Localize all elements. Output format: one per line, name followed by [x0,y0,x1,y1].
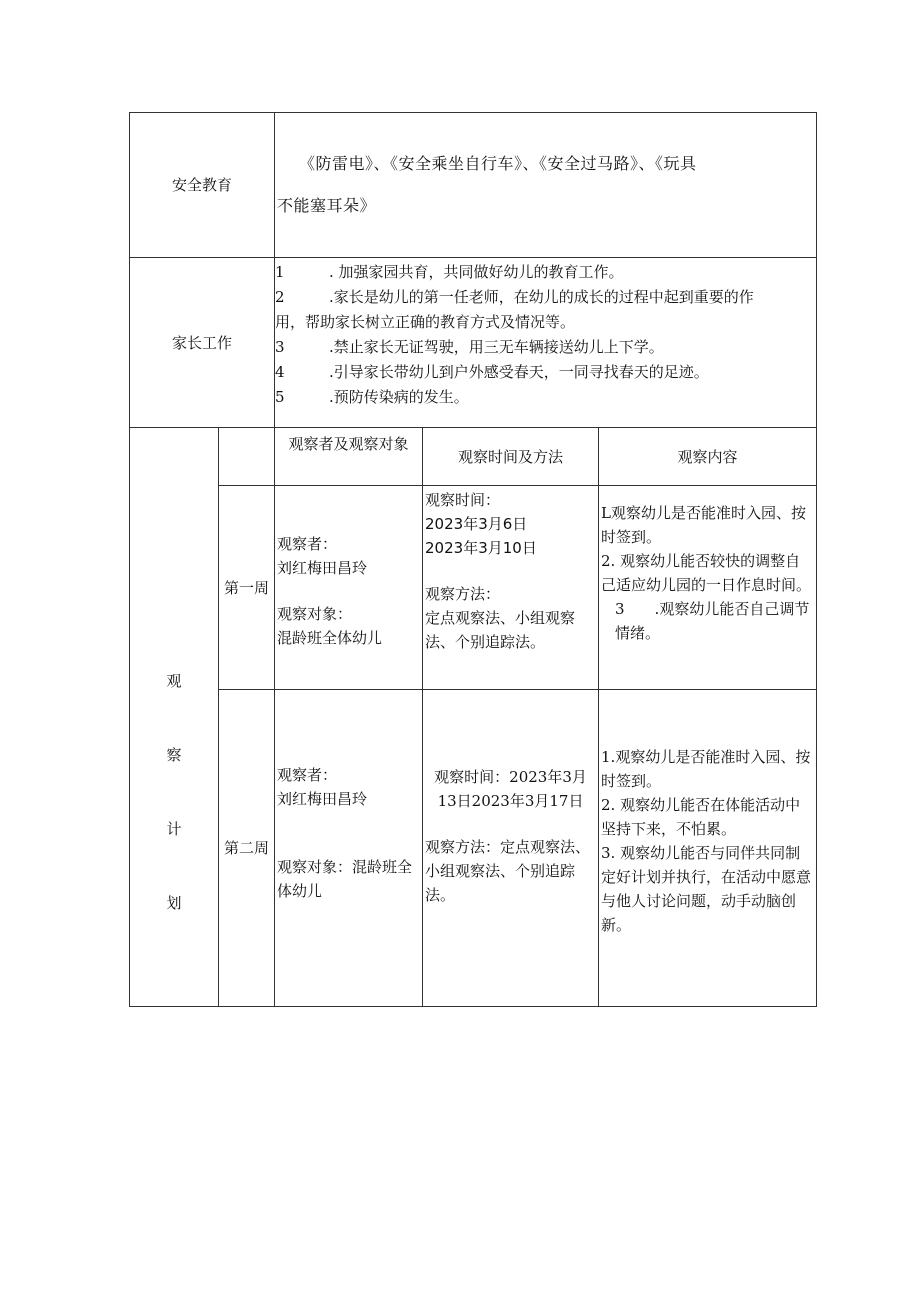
parents-row [130,258,817,428]
content-item: 2. 观察幼儿能否较快的调整自己适应幼儿园的一日作息时间。 [601,552,812,594]
observer-names: 刘红梅田昌玲 [277,790,368,808]
parents-label: 家长工作 [130,258,275,428]
observation-header-row [130,428,817,486]
safety-content [275,113,817,258]
method-value: 定点观察法、小组观察法、个别追踪法。 [425,609,576,651]
safety-label: 安全教育 [130,113,275,258]
time-method-cell [423,486,599,690]
list-item [275,335,816,360]
item-number: 5 [275,388,285,406]
vertical-char: 观 [166,672,182,690]
target-title: 观察对象： [277,604,353,623]
item-text: . 加强家园共育，共同做好幼儿的教育工作。 [329,263,624,281]
item-number: 2 [275,288,285,306]
content-item: 3 .观察幼儿能否自己调节情绪。 [615,600,810,642]
item-number: 4 [275,363,285,381]
content-item: L观察幼儿是否能准时入园、按时签到。 [601,504,806,546]
time-method-cell [423,690,599,1007]
vertical-char: 划 [166,894,182,912]
header-observer: 观察者及观察对象 [275,428,423,486]
time-start: 2023年3月6日 [425,515,528,533]
time-end: 2023年3月10日 [425,539,537,557]
plan-table [129,112,817,1007]
observer-cell [275,486,423,690]
target-title: 观察对象：混龄班全体幼儿 [277,858,413,900]
item-text: .引导家长带幼儿到户外感受春天，一同寻找春天的足迹。 [329,363,709,381]
observation-plan-label [130,428,219,1007]
safety-line-1: 《防雷电》、《安全乘坐自行车》、《安全过马路》、《玩具 [299,154,697,173]
time-title: 观察时间：2023年3月13日2023年3月17日 [434,768,587,810]
item-text: .禁止家长无证驾驶，用三无车辆接送幼儿上下学。 [329,338,664,356]
content-cell [599,690,817,1007]
content-item: 2. 观察幼儿能否在体能活动中坚持下来，不怕累。 [601,796,801,838]
list-item [275,285,816,310]
content-item: 3. 观察幼儿能否与同伴共同制定好计划并执行，在活动中愿意与他人讨论问题，动手动脑创新。 [601,844,812,934]
vertical-char: 察 [166,746,182,764]
header-time-method: 观察时间及方法 [423,428,599,486]
item-text: .预防传染病的发生。 [329,388,469,406]
header-content: 观察内容 [599,428,817,486]
item-text: .家长是幼儿的第一任老师，在幼儿的成长的过程中起到重要的作 [329,288,754,306]
item-number: 1 [275,263,285,281]
safety-line-2: 不能塞耳朵》 [277,196,377,215]
list-item [275,385,816,410]
week-1-row [130,486,817,690]
observer-names: 刘红梅田昌玲 [277,558,368,577]
parents-list [275,258,817,428]
item-number: 3 [275,338,285,356]
observer-title: 观察者： [277,534,338,553]
observer-title: 观察者： [277,766,338,784]
observer-cell [275,690,423,1007]
method-title: 观察方法： [425,585,501,603]
safety-row [130,113,817,258]
list-item [275,260,816,285]
list-item [275,360,816,385]
week-2-row [130,690,817,1007]
content-cell [599,486,817,690]
item-text-continued: 用，帮助家长树立正确的教育方式及情况等。 [275,313,576,331]
week-label: 第一周 [219,486,275,690]
vertical-char: 计 [166,820,182,838]
target-value: 混龄班全体幼儿 [277,628,383,647]
header-blank-cell [219,428,275,486]
time-title: 观察时间： [425,491,501,509]
method-title: 观察方法：定点观察法、小组观察法、个别追踪法。 [425,838,591,904]
content-item: 1.观察幼儿是否能准时入园、按时签到。 [601,748,811,790]
week-label: 第二周 [219,690,275,1007]
